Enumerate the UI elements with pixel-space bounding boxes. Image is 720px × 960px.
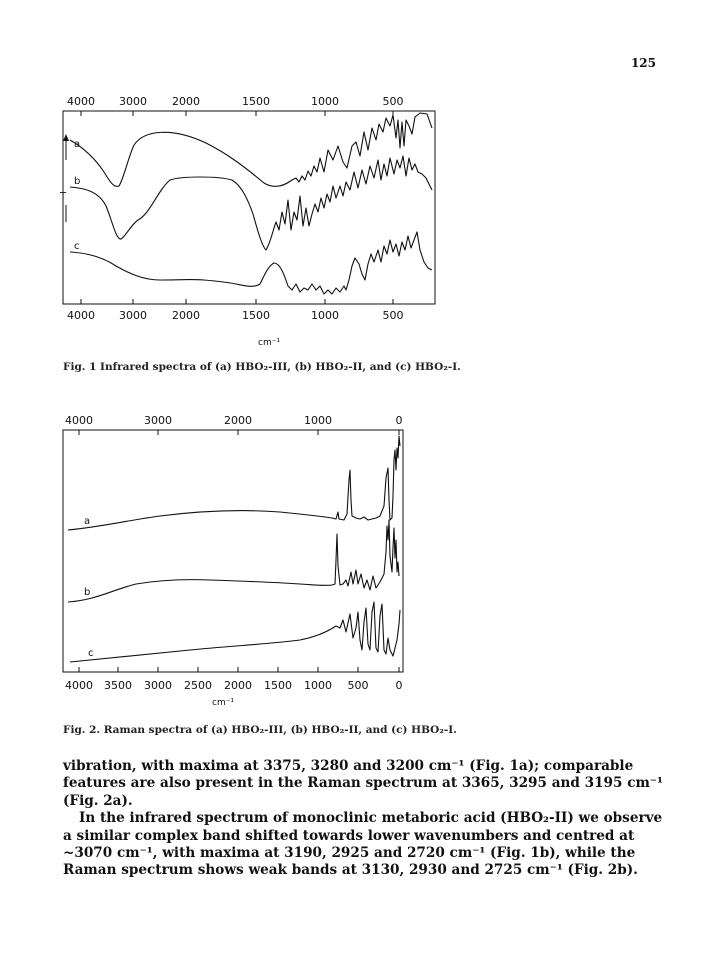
figure-1-plot-frame (63, 111, 435, 304)
figure-1-y-axis-label: T (60, 191, 67, 202)
figure-1-curve-label-a: a (74, 139, 81, 150)
figure-2-plot-frame (63, 430, 403, 672)
figure-2-top-tick-label-3000: 3000 (144, 414, 172, 427)
raman-spectrum-b-hbo2-ii (68, 520, 399, 602)
figure-2-bottom-tick-label-2500: 2500 (184, 679, 212, 692)
ir-spectrum-c-hbo2-i (70, 232, 432, 294)
figure-2-bottom-tick-label-2000: 2000 (224, 679, 252, 692)
figure-2-bottom-tick-label-3500: 3500 (104, 679, 132, 692)
figure-1-bottom-tick-label-2000: 2000 (172, 309, 200, 322)
figure-1-bottom-tick-label-3000: 3000 (119, 309, 147, 322)
figure-2-caption: Fig. 2. Raman spectra of (a) HBO₂-III, (b) HBO₂-II, and (c) HBO₂-I. (63, 724, 457, 736)
figure-1-bottom-tick-label-500: 500 (382, 309, 404, 322)
figure-2-curve-label-a: a (84, 516, 91, 527)
body-paragraph-1: vibration, with maxima at 3375, 3280 and 3200 cm⁻¹ (Fig. 1a); comparable features are also present in the Raman spectrum at 3365, 3295 and 3195 cm⁻¹ (Fig. 2a). (63, 758, 663, 809)
figure-1-top-tick-label-2000: 2000 (172, 95, 200, 108)
figure-1-top-tick-label-3000: 3000 (119, 95, 147, 108)
page-number: 125 (630, 56, 656, 70)
figure-2-curve-label-c: c (88, 648, 94, 659)
figure-1-top-tick-labels (67, 95, 404, 108)
body-text (63, 758, 663, 880)
body-paragraph-2: In the infrared spectrum of monoclinic metaboric acid (HBO₂-II) we observe a similar complex band shifted towards lower wavenumbers and centred at ~3070 cm⁻¹, with maxima at 3190, 2925 and 2720 cm⁻¹ (Fig. 1b), while the Raman spectrum shows weak bands at 3130, 2930 and 2725 cm⁻¹ (Fig. 2b). (63, 810, 663, 879)
figure-1-bottom-tick-label-4000: 4000 (67, 309, 95, 322)
figure-1-top-tick-label-500: 500 (382, 95, 404, 108)
ir-spectrum-b-hbo2-ii (70, 156, 432, 250)
figure-1-top-tick-label-1000: 1000 (311, 95, 339, 108)
figure-2-curve-label-b: b (84, 587, 91, 598)
figure-1-unit-label: cm⁻¹ (258, 338, 281, 348)
figure-2-bottom-tick-label-1500: 1500 (264, 679, 292, 692)
figure-2-bottom-tick-labels (65, 679, 403, 692)
figure-2-bottom-tick-label-4000: 4000 (65, 679, 93, 692)
figure-1-bottom-tick-labels (67, 309, 404, 322)
figure-1-tick-marks (81, 111, 393, 304)
figure-2-top-tick-labels (65, 414, 403, 427)
figure-1-bottom-tick-label-1000: 1000 (311, 309, 339, 322)
raman-spectrum-a-hbo2-iii (68, 436, 400, 530)
figure-1-top-tick-label-1500: 1500 (242, 95, 270, 108)
figure-2-top-tick-label-1000: 1000 (304, 414, 332, 427)
figure-2-bottom-tick-label-0: 0 (395, 679, 403, 692)
figure-2-tick-marks (79, 430, 399, 672)
figure-2-bottom-tick-label-500: 500 (347, 679, 369, 692)
figure-1-infrared-spectra (0, 90, 720, 350)
raman-spectrum-c-hbo2-i (70, 602, 400, 662)
figure-2-unit-label: cm⁻¹ (212, 698, 235, 708)
figure-2-bottom-tick-label-1000: 1000 (304, 679, 332, 692)
figure-2-bottom-tick-label-3000: 3000 (144, 679, 172, 692)
figure-1-curve-label-b: b (74, 176, 81, 187)
figure-1-curve-label-c: c (74, 241, 80, 252)
figure-1-y-axis-arrowhead (63, 134, 69, 141)
figure-2-raman-spectra (0, 400, 720, 710)
figure-2-top-tick-label-0: 0 (395, 414, 403, 427)
figure-1-top-tick-label-4000: 4000 (67, 95, 95, 108)
figure-2-top-tick-label-4000: 4000 (65, 414, 93, 427)
ir-spectrum-a-hbo2-iii (70, 113, 432, 186)
figure-1-bottom-tick-label-1500: 1500 (242, 309, 270, 322)
figure-2-top-tick-label-2000: 2000 (224, 414, 252, 427)
figure-1-caption: Fig. 1 Infrared spectra of (a) HBO₂-III, (b) HBO₂-II, and (c) HBO₂-I. (63, 361, 461, 373)
